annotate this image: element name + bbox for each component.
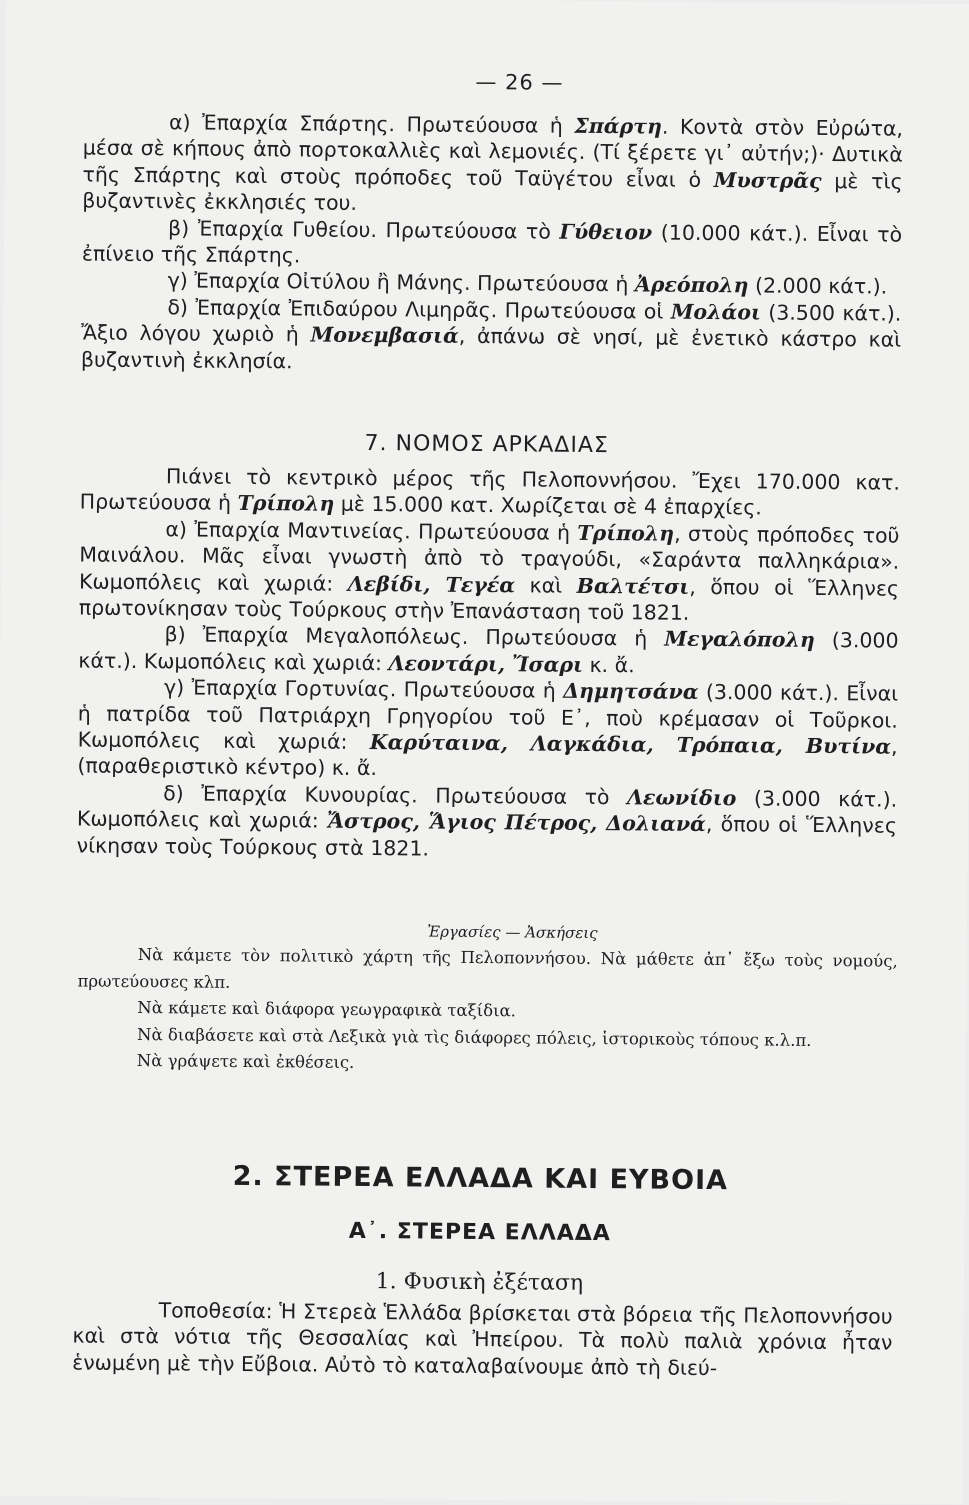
text-run: , ὅπου οἱ Ἕλληνες πρωτονίκησαν τοὺς Τούρκους στὴν Ἐπανάσταση τοῦ 1821. — [78, 574, 900, 625]
emphasized-place-name: Ἄστρος, Ἅγιος Πέτρος, Δολιανά — [326, 808, 706, 837]
text-run: (3.000 κάτ.). Εἶναι ἡ πατρίδα τοῦ Πατριάρχη Γρηγορίου τοῦ Ε᾽, ποὺ κρέμασαν οἱ Τοῦρκοι. Κωμοπόλεις καὶ χωριά: — [77, 680, 899, 755]
emphasized-place-name: Λεβίδι, Τεγέα — [347, 571, 516, 597]
text-run: Πιάνει τὸ κεντρικὸ μέρος τῆς Πελοποννήσου. Ἔχει 170.000 κατ. Πρωτεύουσα ἡ — [79, 464, 901, 516]
emphasized-place-name: Λεοντάρι, Ἴσαρι — [388, 651, 584, 677]
paragraph — [79, 515, 900, 628]
location-paragraph: Τοποθεσία: Ἡ Στερεὰ Ἑλλάδα βρίσκεται στὰ βόρεια τῆς Πελοποννήσου καὶ στὰ νότια τῆς Θεσσαλίας καὶ Ἠπείρου. Τὰ πολὺ παλιὰ χρόνια ἦταν ἑνωμένη μὲ τὴν Εὔβοια. Αὐτὸ τὸ καταλαβαίνουμε ἀπὸ τὴ διεύ- — [72, 1298, 893, 1380]
page-number: — 26 — — [475, 69, 564, 95]
paragraph — [81, 293, 902, 379]
text-run: δ) Ἐπαρχία Ἐπιδαύρου Λιμηρᾶς. Πρωτεύουσα οἱ — [167, 295, 671, 324]
text-run: α) Ἐπαρχία Μαντινείας. Πρωτεύουσα ἡ — [165, 517, 578, 545]
exercise-item: Νὰ κάμετε τὸν πολιτικὸ χάρτη τῆς Πελοποννήσου. Νὰ μάθετε ἀπ᾽ ἔξω τοὺς νομούς, πρωτεύουσες κλπ. — [77, 945, 898, 992]
paragraph — [78, 621, 898, 681]
subsection-heading: Α᾽. ΣΤΕΡΕΑ ΕΛΛΑΔΑ — [348, 1218, 612, 1247]
topic-heading: 1. Φυσικὴ ἐξέταση — [375, 1269, 584, 1296]
emphasized-place-name: Ἀρεόπολη — [634, 272, 749, 298]
location-text — [72, 1296, 893, 1382]
arcadia-provinces-text — [77, 463, 900, 866]
text-run: α) Ἐπαρχία Σπάρτης. Πρωτεύουσα ἡ — [168, 110, 575, 138]
exercise-item: Νὰ διαβάσετε καὶ στὰ Λεξικὰ γιὰ τὶς διάφορες πόλεις, ἱστορικοὺς τόπους κ.λ.π. — [136, 1024, 812, 1050]
paragraph — [77, 779, 898, 865]
text-run: (3.500 κάτ.). Ἄξιο λόγου χωριὸ ἡ — [81, 300, 902, 347]
text-run: β) Ἐπαρχία Μεγαλοπόλεως. Πρωτεύουσα ἡ — [164, 622, 665, 652]
exercises-list — [77, 942, 898, 1082]
emphasized-place-name: Τρίπολη — [577, 520, 675, 546]
text-run: δ) Ἐπαρχία Κυνουρίας. Πρωτεύουσα τὸ — [163, 781, 628, 810]
text-run: (3.000 κάτ.). Κωμοπόλεις καὶ χωριά: — [78, 628, 899, 676]
emphasized-place-name: Σπάρτη — [574, 113, 663, 139]
paragraph — [82, 214, 902, 274]
text-run: β) Ἐπαρχία Γυθείου. Πρωτεύουσα τὸ — [168, 215, 560, 244]
laconia-provinces-text — [81, 109, 903, 380]
exercise-item: Νὰ κάμετε καὶ διάφορα γεωγραφικὰ ταξίδια. — [137, 998, 517, 1021]
text-run: (2.000 κάτ.). — [748, 273, 888, 299]
paragraph — [77, 674, 898, 787]
emphasized-place-name: Βαλτέτσι — [576, 573, 690, 599]
emphasized-place-name: Μονεμβασιά — [310, 322, 459, 349]
text-run: καὶ — [514, 572, 577, 598]
emphasized-place-name: Γύθειον — [559, 219, 653, 245]
text-run: . Κοντὰ στὸν Εὐρώτα, μέσα σὲ κήπους ἀπὸ πορτοκαλλιὲς καὶ λεμονιές. (Τί ξέρετε γι᾽ αὐτήν;)· Δυτικὰ τῆς Σπάρτης καὶ στοὺς πρόποδες τοῦ Ταϋγέτου εἶναι ὁ — [82, 114, 904, 192]
text-run: μὲ τὶς βυζαντινὲς ἐκκλησιές του. — [82, 168, 903, 216]
emphasized-place-name: Καρύταινα, Λαγκάδια, Τρόπαια, Βυτίνα — [369, 730, 892, 759]
emphasized-place-name: Τρίπολη — [237, 491, 335, 517]
text-run: , (παραθεριστικὸ κέντρο) κ. ἄ. — [77, 734, 898, 781]
exercise-item: Νὰ γράψετε καὶ ἐκθέσεις. — [136, 1051, 355, 1072]
text-run: κ. ἄ. — [582, 652, 635, 678]
text-run: , ἀπάνω σὲ νησί, μὲ ἐνετικὸ κάστρο καὶ βυζαντινὴ ἐκκλησία. — [80, 324, 902, 374]
text-run: (3.000 κάτ.). Κωμοπόλεις καὶ χωριά: — [76, 786, 898, 833]
section-heading: 2. ΣΤΕΡΕΑ ΕΛΛΑΔΑ ΚΑΙ ΕΥΒΟΙΑ — [232, 1160, 729, 1197]
emphasized-place-name: Λεωνίδιο — [626, 785, 737, 811]
text-run: γ) Ἐπαρχία Γορτυνίας. Πρωτεύουσα ἡ — [163, 675, 564, 703]
emphasized-place-name: Μολάοι — [670, 299, 761, 325]
emphasized-place-name: Μεγαλόπολη — [664, 627, 815, 653]
text-run: γ) Ἐπαρχία Οἰτύλου ἢ Μάνης. Πρωτεύουσα ἡ — [167, 268, 635, 297]
paragraph — [80, 463, 900, 523]
text-run: (10.000 κάτ.). Εἶναι τὸ ἐπίνειο τῆς Σπάρτης. — [81, 220, 903, 268]
text-run: , ὅπου οἱ Ἕλληνες νίκησαν τοὺς Τούρκους στὰ 1821. — [76, 812, 898, 861]
emphasized-place-name: Μυστρᾶς — [713, 167, 822, 193]
nomos-arcadia-heading: 7. ΝΟΜΟΣ ΑΡΚΑΔΙΑΣ — [364, 430, 609, 459]
emphasized-place-name: Δημητσάνα — [563, 678, 699, 705]
paragraph — [82, 109, 903, 222]
text-run: , στοὺς πρόποδες τοῦ Μαινάλου. Μᾶς εἶναι γνωστὴ ἀπὸ τὸ τραγούδι, «Σαράντα παλληκάρια». Κωμοπόλεις καὶ χωριά: — [78, 521, 900, 596]
exercises-title: Ἐργασίες — Ἀσκήσεις — [427, 922, 598, 943]
text-run: μὲ 15.000 κατ. Χωρίζεται σὲ 4 ἐπαρχίες. — [334, 492, 762, 520]
